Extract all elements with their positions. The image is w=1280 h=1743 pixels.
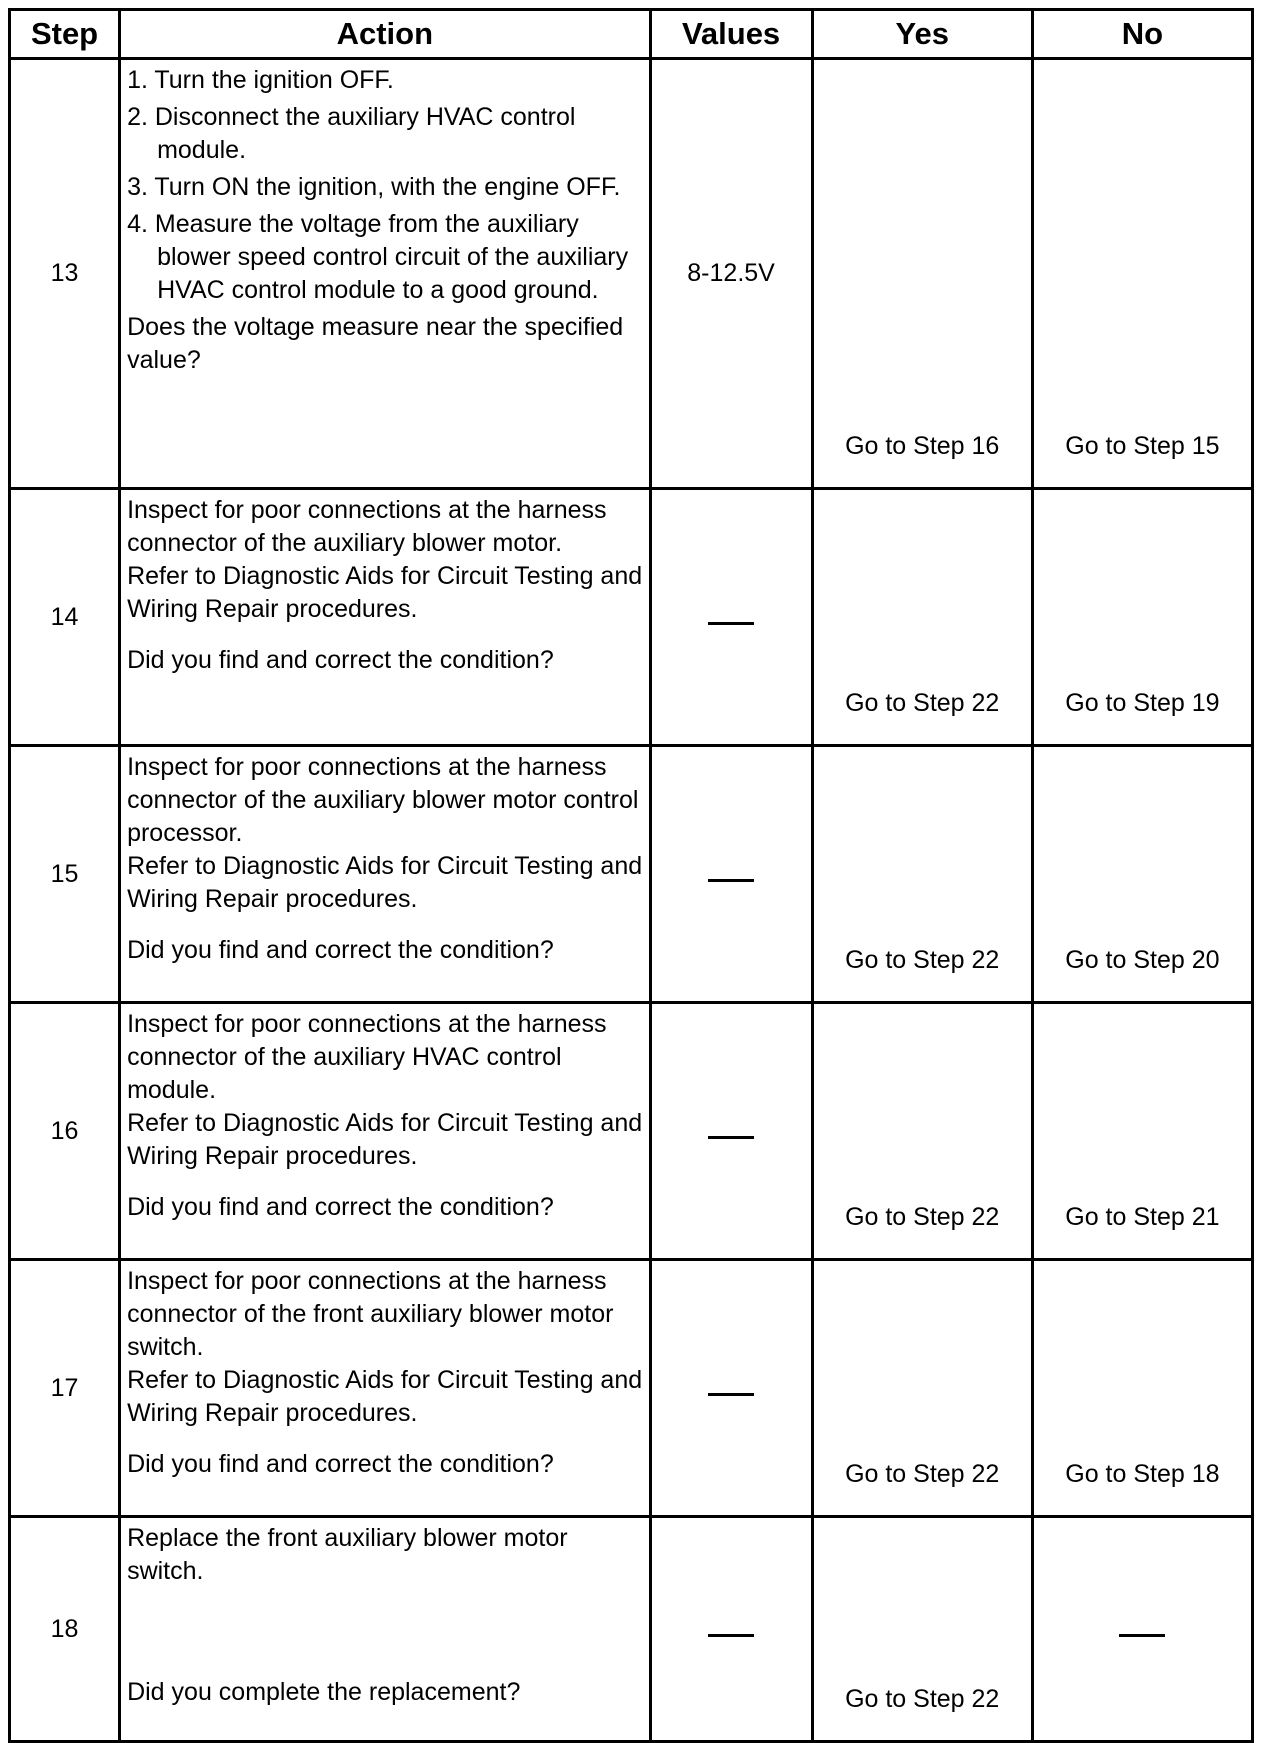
action-steps xyxy=(127,64,642,307)
value-dash xyxy=(708,622,754,625)
yes-cell: Go to Step 22 xyxy=(812,489,1032,746)
header-values: Values xyxy=(650,10,812,59)
action-inspect: Inspect for poor connections at the harness connector of the auxiliary HVAC control module. xyxy=(127,1010,607,1104)
yes-cell: Go to Step 22 xyxy=(812,746,1032,1003)
action-inspect: Inspect for poor connections at the harness connector of the front auxiliary blower motor switch. xyxy=(127,1267,614,1361)
value-cell xyxy=(650,59,812,489)
step-number: 18 xyxy=(10,1517,120,1742)
action-step: 2. Disconnect the auxiliary HVAC control module. xyxy=(127,103,576,164)
action-step: 4. Measure the voltage from the auxiliary blower speed control circuit of the auxiliary HVAC control module to a good ground. xyxy=(127,210,629,304)
action-inspect: Inspect for poor connections at the harness connector of the auxiliary blower motor control processor. xyxy=(127,753,639,847)
action-refer: Refer to Diagnostic Aids for Circuit Testing and Wiring Repair procedures. xyxy=(127,1366,643,1427)
header-yes: Yes xyxy=(812,10,1032,59)
no-cell xyxy=(1032,1517,1252,1742)
value-text: 8-12.5V xyxy=(687,259,775,287)
action-cell xyxy=(120,1003,650,1260)
header-row xyxy=(10,10,1253,59)
no-cell: Go to Step 21 xyxy=(1032,1003,1252,1260)
action-cell xyxy=(120,59,650,489)
action-cell xyxy=(120,1517,650,1742)
diagnostic-table xyxy=(8,8,1254,1743)
action-question: Did you find and correct the condition? xyxy=(127,936,554,964)
header-step: Step xyxy=(10,10,120,59)
value-cell xyxy=(650,1260,812,1517)
table-row xyxy=(10,489,1253,746)
table-row xyxy=(10,59,1253,489)
yes-cell: Go to Step 16 xyxy=(812,59,1032,489)
action-step: 1. Turn the ignition OFF. xyxy=(127,66,394,94)
action-question: Did you find and correct the condition? xyxy=(127,646,554,674)
value-cell xyxy=(650,746,812,1003)
action-question: Did you find and correct the condition? xyxy=(127,1450,554,1478)
no-cell: Go to Step 19 xyxy=(1032,489,1252,746)
value-dash xyxy=(708,1393,754,1396)
action-cell xyxy=(120,746,650,1003)
value-dash xyxy=(708,1136,754,1139)
no-cell: Go to Step 15 xyxy=(1032,59,1252,489)
value-dash xyxy=(708,1634,754,1637)
action-refer: Refer to Diagnostic Aids for Circuit Testing and Wiring Repair procedures. xyxy=(127,1109,643,1170)
step-number: 15 xyxy=(10,746,120,1003)
header-action: Action xyxy=(120,10,650,59)
action-question: Did you complete the replacement? xyxy=(127,1678,521,1706)
table-row xyxy=(10,1003,1253,1260)
action-inspect: Inspect for poor connections at the harness connector of the auxiliary blower motor. xyxy=(127,496,607,557)
no-cell: Go to Step 20 xyxy=(1032,746,1252,1003)
action-refer: Refer to Diagnostic Aids for Circuit Testing and Wiring Repair procedures. xyxy=(127,852,643,913)
table-row xyxy=(10,1260,1253,1517)
action-step: 3. Turn ON the ignition, with the engine OFF. xyxy=(127,173,621,201)
header-no: No xyxy=(1032,10,1252,59)
yes-cell: Go to Step 22 xyxy=(812,1003,1032,1260)
value-cell xyxy=(650,1517,812,1742)
value-cell xyxy=(650,1003,812,1260)
no-dash xyxy=(1119,1634,1165,1637)
action-question: Does the voltage measure near the specified value? xyxy=(127,313,624,374)
step-number: 14 xyxy=(10,489,120,746)
value-dash xyxy=(708,879,754,882)
step-number: 13 xyxy=(10,59,120,489)
action-cell xyxy=(120,489,650,746)
action-cell xyxy=(120,1260,650,1517)
action-question: Did you find and correct the condition? xyxy=(127,1193,554,1221)
table-row xyxy=(10,1517,1253,1742)
step-number: 17 xyxy=(10,1260,120,1517)
yes-cell: Go to Step 22 xyxy=(812,1517,1032,1742)
action-refer: Refer to Diagnostic Aids for Circuit Testing and Wiring Repair procedures. xyxy=(127,562,643,623)
yes-cell: Go to Step 22 xyxy=(812,1260,1032,1517)
action-inspect: Replace the front auxiliary blower motor switch. xyxy=(127,1524,568,1585)
table-row xyxy=(10,746,1253,1003)
value-cell xyxy=(650,489,812,746)
step-number: 16 xyxy=(10,1003,120,1260)
no-cell: Go to Step 18 xyxy=(1032,1260,1252,1517)
